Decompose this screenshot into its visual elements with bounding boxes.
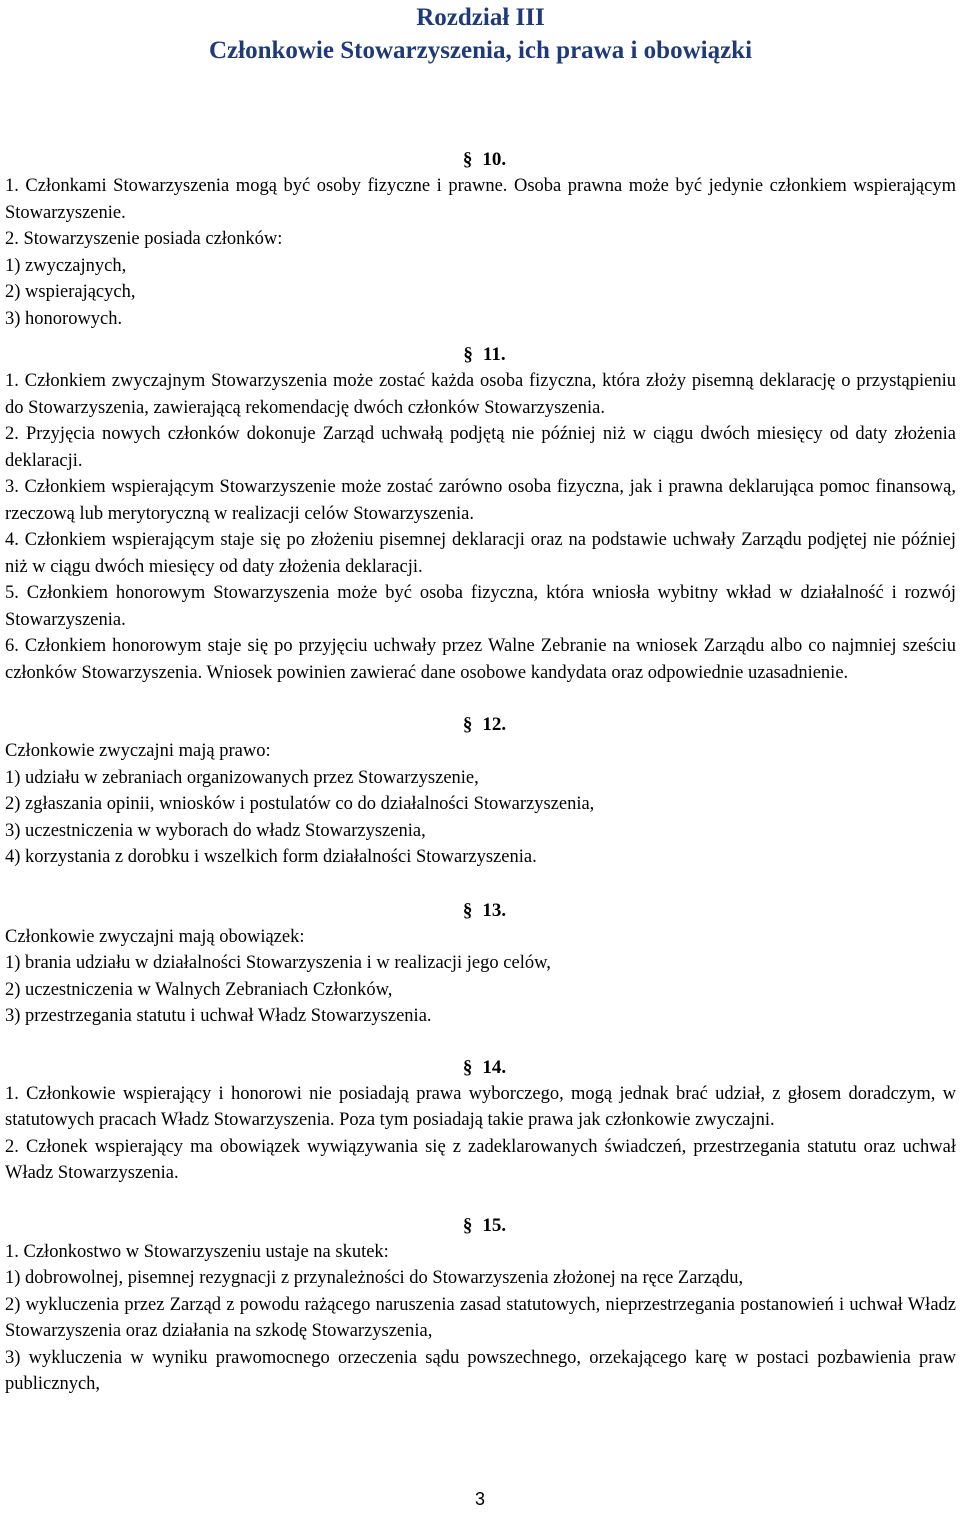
- section-number: 10.: [482, 149, 507, 170]
- list-item: 3) honorowych.: [5, 308, 123, 329]
- list-item: 3) uczestniczenia w wyborach do władz Stowarzyszenia,: [5, 820, 426, 841]
- section-symbol: §: [462, 1056, 473, 1078]
- section-14: [5, 1055, 956, 1187]
- section-heading: [5, 1055, 956, 1081]
- list-item: 1) udziału w zebraniach organizowanych przez Stowarzyszenie,: [5, 767, 479, 788]
- paragraph: 1. Członkostwo w Stowarzyszeniu ustaje na skutek:: [5, 1241, 389, 1262]
- section-number: 11.: [482, 344, 506, 365]
- document-page: [5, 0, 956, 1398]
- chapter-title: [5, 0, 956, 67]
- section-symbol: §: [462, 149, 473, 170]
- list-item: 3) przestrzegania statutu i uchwał Władz Stowarzyszenia.: [5, 1006, 432, 1026]
- section-number: 15.: [482, 1214, 507, 1236]
- list-item: 1) zwyczajnych,: [5, 255, 127, 276]
- list-item: 2) wspierających,: [5, 282, 136, 302]
- section-heading: [5, 147, 956, 173]
- list-item: 1) dobrowolnej, pisemnej rezygnacji z przynależności do Stowarzyszenia złożonej na ręce Zarządu,: [5, 1268, 744, 1288]
- list-item: 2) uczestniczenia w Walnych Zebraniach Członków,: [5, 979, 393, 1000]
- section-number: 14.: [482, 1056, 507, 1078]
- section-heading: [5, 898, 956, 924]
- section-number: 12.: [482, 714, 507, 735]
- page-number: 3: [474, 1489, 485, 1509]
- list-item: 3) wykluczenia w wyniku prawomocnego orzeczenia sądu powszechnego, orzekającego karę w postaci pozbawienia praw publicznych,: [5, 1347, 956, 1394]
- section-number: 13.: [482, 899, 507, 921]
- paragraph: 2. Przyjęcia nowych członków dokonuje Zarząd uchwałą podjętą nie później niż w ciągu dwóch miesięcy od daty złożenia deklaracji.: [5, 424, 956, 471]
- section-13: [5, 898, 956, 1030]
- paragraph: 1. Członkowie wspierający i honorowi nie posiadają prawa wyborczego, mogą jednak brać udział, z głosem doradczym, w statutowych pracach Władz Stowarzyszenia. Poza tym posiadają takie prawa jak członkowie zwyczajni.: [5, 1083, 956, 1130]
- section-heading: [5, 342, 956, 368]
- list-item: 4) korzystania z dorobku i wszelkich form działalności Stowarzyszenia.: [5, 847, 537, 867]
- paragraph: Członkowie zwyczajni mają obowiązek:: [5, 926, 305, 947]
- section-12: [5, 712, 956, 871]
- paragraph: 4. Członkiem wspierającym staje się po złożeniu pisemnej deklaracji oraz na podstawie uchwały Zarządu podjętej nie później niż w ciągu dwóch miesięcy od daty złożenia deklaracji.: [5, 530, 956, 577]
- chapter-title-line1: Rozdział III: [416, 4, 545, 31]
- section-symbol: §: [462, 1214, 473, 1236]
- list-item: 2) zgłaszania opinii, wniosków i postulatów co do działalności Stowarzyszenia,: [5, 794, 595, 814]
- section-heading: [5, 712, 956, 738]
- list-item: 2) wykluczenia przez Zarząd z powodu rażącego naruszenia zasad statutowych, nieprzestrzegania postanowień i uchwał Władz Stowarzyszenia oraz działania na szkodę Stowarzyszenia,: [5, 1294, 956, 1341]
- section-15: [5, 1213, 956, 1398]
- section-11: [5, 342, 956, 686]
- section-symbol: §: [462, 899, 473, 921]
- paragraph: 2. Członek wspierający ma obowiązek wywiązywania się z zadeklarowanych świadczeń, przestrzegania statutu oraz uchwał Władz Stowarzyszenia.: [5, 1136, 956, 1183]
- section-10: [5, 147, 956, 332]
- paragraph: 6. Członkiem honorowym staje się po przyjęciu uchwały przez Walne Zebranie na wniosek Zarządu albo co najmniej sześciu członków Stowarzyszenia. Wniosek powinien zawierać dane osobowe kandydata oraz odpowiednie uzasadnienie.: [5, 636, 956, 683]
- paragraph: 1. Członkiem zwyczajnym Stowarzyszenia może zostać każda osoba fizyczna, która złoży pisemną deklarację o przystąpieniu do Stowarzyszenia, zawierającą rekomendację dwóch członków Stowarzyszenia.: [5, 371, 956, 418]
- list-item: 1) brania udziału w działalności Stowarzyszenia i w realizacji jego celów,: [5, 953, 551, 973]
- section-symbol: §: [463, 344, 473, 365]
- section-symbol: §: [462, 714, 473, 735]
- paragraph: Członkowie zwyczajni mają prawo:: [5, 741, 271, 761]
- paragraph: 1. Członkami Stowarzyszenia mogą być osoby fizyczne i prawne. Osoba prawna może być jedynie członkiem wspierającym Stowarzyszenie.: [5, 176, 956, 223]
- paragraph: 5. Członkiem honorowym Stowarzyszenia może być osoba fizyczna, która wniosła wybitny wkład w działalność i rozwój Stowarzyszenia.: [5, 583, 956, 630]
- paragraph: 3. Członkiem wspierającym Stowarzyszenie może zostać zarówno osoba fizyczna, jak i prawna deklarująca pomoc finansową, rzeczową lub merytoryczną w realizacji celów Stowarzyszenia.: [5, 477, 956, 524]
- section-heading: [5, 1213, 956, 1239]
- chapter-title-line2: Członkowie Stowarzyszenia, ich prawa i obowiązki: [208, 37, 753, 64]
- paragraph: 2. Stowarzyszenie posiada członków:: [5, 229, 283, 249]
